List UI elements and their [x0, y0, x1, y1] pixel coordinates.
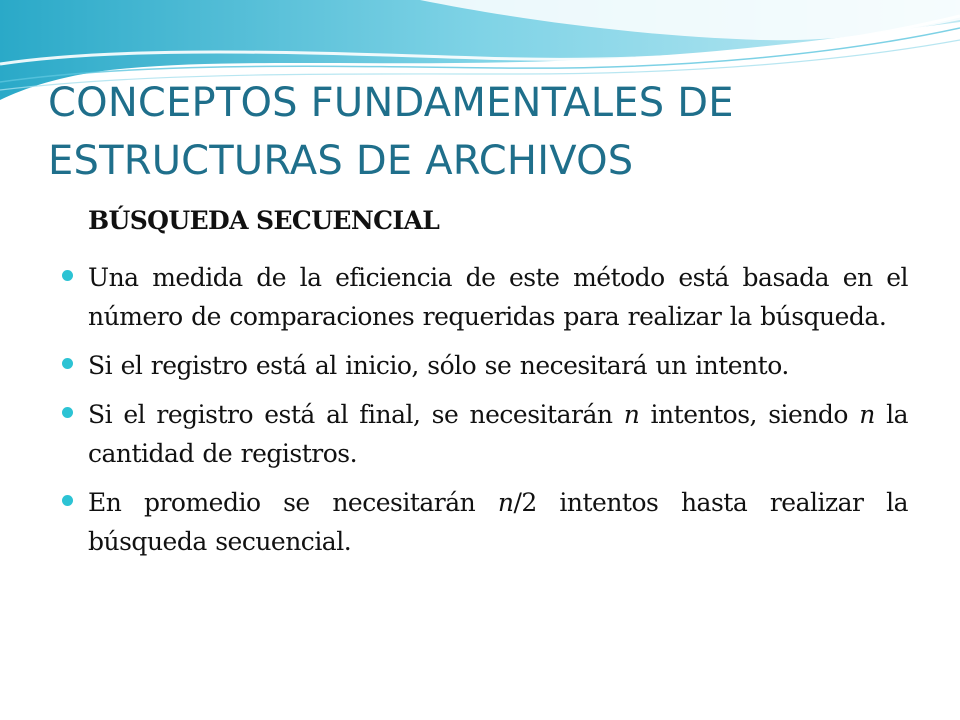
bullet-text: [88, 258, 908, 336]
bullet-text: [88, 483, 908, 561]
section-subtitle: BÚSQUEDA SECUENCIAL: [88, 206, 440, 235]
bullet-item: [62, 258, 908, 336]
bullet-text: [88, 395, 908, 473]
bullet-item: [62, 395, 908, 473]
bullet-dot-icon: [62, 495, 73, 506]
bullet-text-variable: n: [497, 488, 514, 517]
bullet-text-part: /2 intentos hasta realizar la búsqueda secuencial.: [88, 488, 909, 556]
bullet-text: [88, 346, 908, 385]
bullet-item: [62, 483, 908, 561]
slide-title-line-1: CONCEPTOS FUNDAMENTALES DE: [48, 80, 734, 126]
bullet-text-part: la cantidad de registros.: [88, 400, 908, 468]
bullet-text-part: Si el registro está al inicio, sólo se necesitará un intento.: [88, 351, 789, 380]
bullet-dot-icon: [62, 358, 73, 369]
bullet-text-variable: n: [859, 400, 875, 429]
bullet-dot-icon: [62, 270, 73, 281]
bullet-dot-icon: [62, 407, 73, 418]
bullet-list: [62, 258, 908, 571]
slide-title: [48, 74, 928, 190]
bullet-item: [62, 346, 908, 385]
bullet-text-part: intentos, siendo: [639, 400, 860, 429]
bullet-text-part: Una medida de la eficiencia de este método está basada en el número de comparaciones requeridas para realizar la búsqueda.: [88, 263, 908, 331]
slide-title-line-2: ESTRUCTURAS DE ARCHIVOS: [48, 138, 634, 184]
bullet-text-part: En promedio se necesitarán: [88, 488, 498, 517]
bullet-text-variable: n: [623, 400, 640, 429]
bullet-text-part: Si el registro está al final, se necesitarán: [88, 400, 624, 429]
